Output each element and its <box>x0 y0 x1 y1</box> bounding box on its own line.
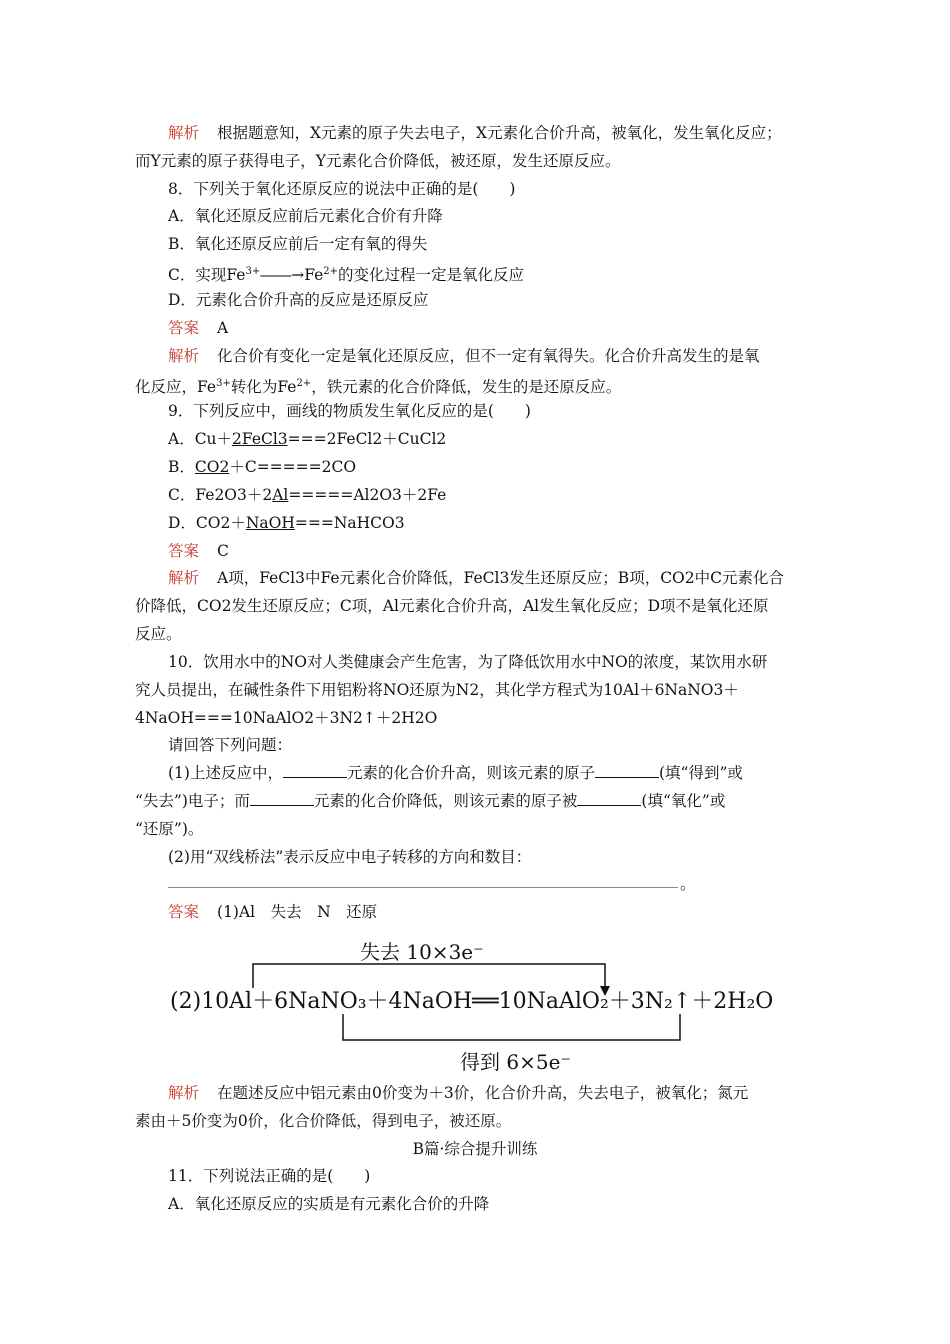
answer-label: 答案 <box>168 903 200 921</box>
q10-stem-line3: 4NaOH===10NaAlO2＋3N2↑＋2H2O <box>135 709 438 727</box>
q7-analysis-line2: 而Y元素的原子获得电子，Y元素化合价降低，被还原，发生还原反应。 <box>135 152 621 170</box>
answer-label: 答案 <box>168 319 200 337</box>
electron-transfer-diagram <box>160 928 860 1078</box>
section-title: B篇·综合提升训练 <box>412 1140 538 1158</box>
q9-option-b: B．CO2＋C=====2CO <box>168 458 357 476</box>
q9-stem: 9．下列反应中，画线的物质发生氧化反应的是( ) <box>168 402 531 420</box>
q8-option-d: D．元素化合价升高的反应是还原反应 <box>168 291 429 309</box>
analysis-label: 解析 <box>168 1084 200 1102</box>
q9-analysis-line1: 解析 A项，FeCl3中Fe元素化合价降低，FeCl3发生还原反应；B项，CO2中C元素化合 <box>168 569 784 587</box>
q10-analysis-line2: 素由＋5价变为0价，化合价降低，得到电子，被还原。 <box>135 1112 512 1130</box>
answer-blank[interactable] <box>250 791 314 806</box>
q11-stem: 11．下列说法正确的是( ) <box>168 1167 371 1185</box>
q10-part1-line1: (1)上述反应中， 元素的化合价升高，则该元素的原子 (填“得到”或 <box>168 764 743 782</box>
answer-label: 答案 <box>168 542 200 560</box>
diagram-top-label: 失去 10×3e⁻ <box>360 940 484 964</box>
q10-part2-end: 。 <box>680 875 696 893</box>
answer-blank-line[interactable] <box>168 887 678 888</box>
q10-part1-line2: “失去”)电子；而 元素的化合价降低，则该元素的原子被 (填“氧化”或 <box>135 792 726 810</box>
q8-option-a: A．氧化还原反应前后元素化合价有升降 <box>168 207 443 225</box>
q8-analysis-line2: 化反应，$Fe^{3+}$转化为$Fe^{2+}$，铁元素的化合价降低，发生的是还原反应。 <box>135 378 622 397</box>
q9-option-d: D．CO2＋NaOH===NaHCO3 <box>168 514 405 532</box>
q9-analysis-line2: 价降低，CO2发生还原反应；C项，Al元素化合价升高，Al发生氧化反应；D项不是氧化还原 <box>135 597 769 615</box>
q10-answer: 答案 (1)Al 失去 N 还原 <box>168 903 378 921</box>
q11-option-a: A．氧化还原反应的实质是有元素化合价的升降 <box>168 1195 490 1213</box>
q8-option-c: C．实现$Fe^{3+}――\to Fe^{2+}$的变化过程一定是氧化反应 <box>168 266 525 285</box>
diagram-equation: (2)10Al＋6NaNO₃＋4NaOH══10NaAlO₂＋3N₂↑＋2H₂O <box>170 989 774 1014</box>
q9-option-c: C．Fe2O3＋2Al=====Al2O3＋2Fe <box>168 486 447 504</box>
q8-answer: 答案 A <box>168 319 229 337</box>
answer-blank[interactable] <box>595 763 659 778</box>
q10-part2: (2)用“双线桥法”表示反应中电子转移的方向和数目： <box>168 848 532 866</box>
answer-blank[interactable] <box>577 791 641 806</box>
analysis-label: 解析 <box>168 124 200 142</box>
q9-analysis-line3: 反应。 <box>135 625 182 643</box>
q8-option-b: B．氧化还原反应前后一定有氧的得失 <box>168 235 428 253</box>
q10-part1-line3: “还原”)。 <box>135 820 204 838</box>
analysis-label: 解析 <box>168 569 200 587</box>
q10-stem-line2: 究人员提出，在碱性条件下用铝粉将NO还原为N2，其化学方程式为10Al＋6NaNO3＋ <box>135 681 739 699</box>
analysis-label: 解析 <box>168 347 200 365</box>
diagram-bottom-label: 得到 6×5e⁻ <box>460 1050 571 1074</box>
q9-answer: 答案 C <box>168 542 229 560</box>
q10-analysis-line1: 解析 在题述反应中铝元素由0价变为＋3价，化合价升高，失去电子，被氧化；氮元 <box>168 1084 749 1102</box>
q10-prompt: 请回答下列问题： <box>168 736 293 754</box>
q9-option-a: A．Cu＋2FeCl3===2FeCl2＋CuCl2 <box>168 430 447 448</box>
q8-analysis-line1: 解析 化合价有变化一定是氧化还原反应，但不一定有氧得失。化合价升高发生的是氧 <box>168 347 760 365</box>
answer-blank[interactable] <box>283 763 347 778</box>
q10-stem-line1: 10．饮用水中的NO对人类健康会产生危害，为了降低饮用水中NO的浓度，某饮用水研 <box>168 653 768 671</box>
q8-stem: 8．下列关于氧化还原反应的说法中正确的是( ) <box>168 180 516 198</box>
q7-analysis-line1: 解析 根据题意知，X元素的原子失去电子，X元素化合价升高，被氧化，发生氧化反应； <box>168 124 782 142</box>
